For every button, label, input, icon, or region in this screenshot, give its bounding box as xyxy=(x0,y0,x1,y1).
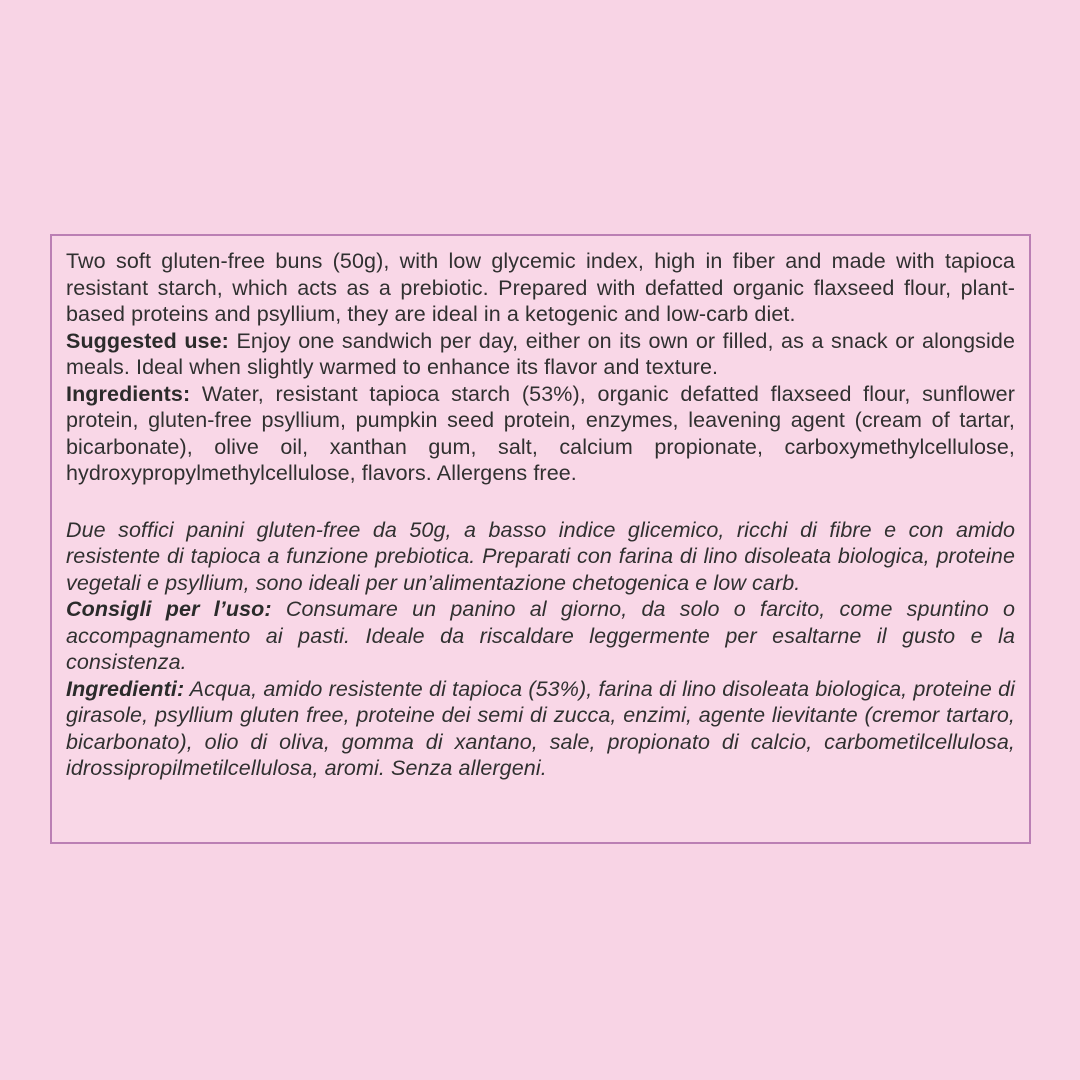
italian-consigli-lead: Consigli per l’uso: xyxy=(66,597,272,621)
english-suggested-use-paragraph xyxy=(66,328,1015,381)
english-ingredients-lead: Ingredients: xyxy=(66,381,191,406)
italian-ingredienti-text: Acqua, amido resistente di tapioca (53%), farina di lino disoleata biologica, proteine di girasole, psyllium gluten free, proteine dei semi di zucca, enzimi, agente lievitante (cremor tartaro, bicarbonato), olio di oliva, gomma di xantano, sale, propionato di calcio, carbometilcellulosa, idrossipropilmetilcellulosa, aromi. Senza allergeni. xyxy=(66,676,1015,780)
description-panel xyxy=(50,234,1031,844)
italian-consigli-paragraph xyxy=(66,596,1015,676)
italian-consigli-text: Consumare un panino al giorno, da solo o farcito, come spuntino o accompagnamento ai pasti. Ideale da riscaldare leggermente per esaltarne il gusto e la consistenza. xyxy=(66,597,1016,674)
english-ingredients-text: Water, resistant tapioca starch (53%), organic defatted flaxseed flour, sunflower protein, gluten-free psyllium, pumpkin seed protein, enzymes, leavening agent (cream of tartar, bicarbonate), olive oil, xanthan gum, salt, calcium propionate, carboxymethylcellulose, hydroxypropylmethylcellulose, flavors. Allergens free. xyxy=(66,381,1015,485)
italian-description-block xyxy=(66,517,1015,782)
italian-ingredienti-lead: Ingredienti: xyxy=(66,676,185,701)
english-suggested-use-lead: Suggested use: xyxy=(66,328,229,353)
english-intro-text: Two soft gluten-free buns (50g), with low glycemic index, high in fiber and made with tapioca resistant starch, which acts as a prebiotic. Prepared with defatted organic flaxseed flour, plant-based proteins and psyllium, they are ideal in a ketogenic and low-carb diet. xyxy=(66,249,1015,326)
english-suggested-use-text: Enjoy one sandwich per day, either on its own or filled, as a snack or alongside meals. Ideal when slightly warmed to enhance its flavor and texture. xyxy=(66,328,1015,379)
english-intro-paragraph xyxy=(66,248,1015,328)
english-description-block xyxy=(66,248,1015,487)
italian-ingredienti-paragraph xyxy=(66,676,1015,782)
english-ingredients-paragraph xyxy=(66,381,1015,487)
italian-intro-text: Due soffici panini gluten-free da 50g, a basso indice glicemico, ricchi di fibre e con amido resistente di tapioca a funzione prebiotica. Preparati con farina di lino disoleata biologica, proteine vegetali e psyllium, sono ideali per un’alimentazione chetogenica e low carb. xyxy=(66,517,1015,595)
italian-intro-paragraph xyxy=(66,517,1015,597)
